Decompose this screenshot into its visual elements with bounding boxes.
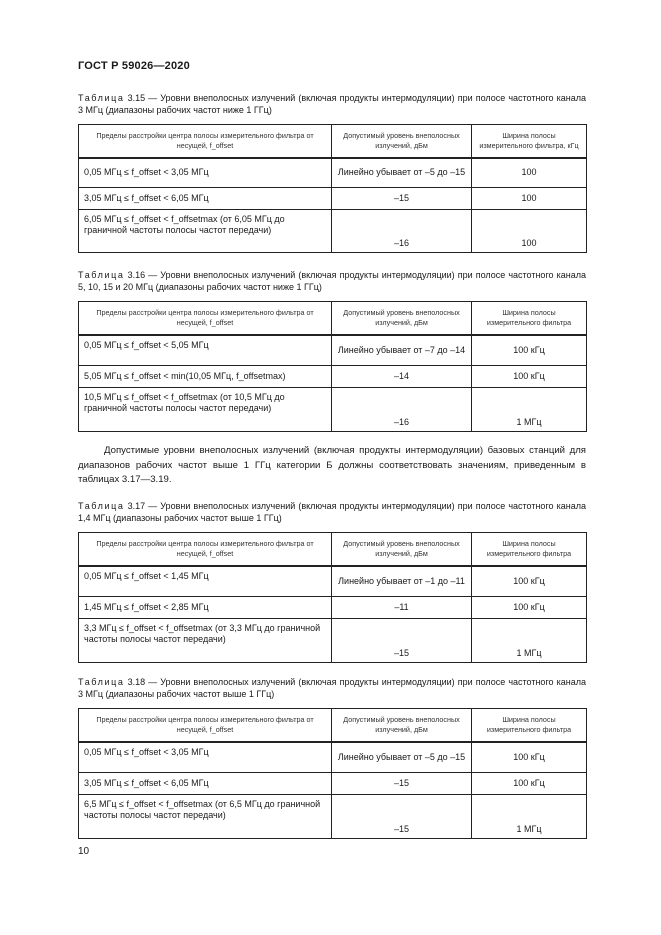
cell-bandwidth: 1 МГц: [472, 388, 587, 432]
cell-offset: 0,05 МГц ≤ f_offset < 3,05 МГц: [79, 158, 332, 188]
cell-level: Линейно убывает от –5 до –15: [332, 742, 472, 773]
cell-level: Линейно убывает от –1 до –11: [332, 566, 472, 597]
cell-offset: 10,5 МГц ≤ f_offset < f_offsetmax (от 10,5 МГц до граничной частоты полосы частот передачи): [79, 388, 332, 432]
table-label: Таблица: [78, 93, 125, 103]
table-header-row: [79, 302, 587, 335]
cell-offset: 6,5 МГц ≤ f_offset < f_offsetmax (от 6,5 МГц до граничной частоты полосы частот передачи): [79, 795, 332, 839]
table-header-row: [79, 533, 587, 566]
table-row: [79, 742, 587, 773]
cell-bandwidth: 100 кГц: [472, 566, 587, 597]
table-row: [79, 773, 587, 795]
table-caption-3-15: [78, 92, 586, 116]
cell-bandwidth: 100 кГц: [472, 742, 587, 773]
cell-bandwidth: 100 кГц: [472, 335, 587, 366]
table-row: [79, 335, 587, 366]
column-header-level: Допустимый уровень внеполосных излучений, дБм: [332, 125, 472, 158]
table-row: [79, 566, 587, 597]
column-header-offset: Пределы расстройки центра полосы измерительного фильтра от несущей, f_offset: [79, 125, 332, 158]
table-label: Таблица: [78, 270, 125, 280]
column-header-offset: Пределы расстройки центра полосы измерительного фильтра от несущей, f_offset: [79, 709, 332, 742]
body-paragraph: [78, 444, 586, 488]
cell-offset: 6,05 МГц ≤ f_offset < f_offsetmax (от 6,05 МГц до граничной частоты полосы частот передачи): [79, 210, 332, 253]
table-3-16: [78, 301, 587, 432]
column-header-level: Допустимый уровень внеполосных излучений, дБм: [332, 709, 472, 742]
table-row: [79, 597, 587, 619]
paragraph-text: Допустимые уровни внеполосных излучений (включая продукты интермодуляции) базовых станций для диапазонов рабочих частот выше 1 ГГц категории Б должны соответствовать значениям, приведенным в таблицах 3.17—3.19.: [78, 445, 586, 485]
cell-bandwidth: 100 кГц: [472, 773, 587, 795]
cell-offset: 0,05 МГц ≤ f_offset < 3,05 МГц: [79, 742, 332, 773]
cell-bandwidth: 100 кГц: [472, 366, 587, 388]
cell-offset: 1,45 МГц ≤ f_offset < 2,85 МГц: [79, 597, 332, 619]
cell-offset: 3,05 МГц ≤ f_offset < 6,05 МГц: [79, 188, 332, 210]
cell-bandwidth: 100: [472, 188, 587, 210]
cell-bandwidth: 100: [472, 210, 587, 253]
cell-bandwidth: 100 кГц: [472, 597, 587, 619]
table-header-row: [79, 709, 587, 742]
cell-level: –14: [332, 366, 472, 388]
table-row: [79, 619, 587, 663]
table-row: [79, 795, 587, 839]
cell-level: –15: [332, 619, 472, 663]
cell-level: Линейно убывает от –5 до –15: [332, 158, 472, 188]
table-row: [79, 366, 587, 388]
table-row: [79, 158, 587, 188]
cell-level: –16: [332, 210, 472, 253]
column-header-bandwidth: Ширина полосы измерительного фильтра: [472, 533, 587, 566]
table-caption-3-18: [78, 676, 586, 700]
cell-bandwidth: 100: [472, 158, 587, 188]
column-header-level: Допустимый уровень внеполосных излучений, дБм: [332, 533, 472, 566]
table-caption-text: 3.15 — Уровни внеполосных излучений (включая продукты интермодуляции) при полосе частотного канала 3 МГц (диапазоны рабочих частот ниже 1 ГГц): [78, 93, 586, 115]
cell-level: –15: [332, 188, 472, 210]
table-row: [79, 388, 587, 432]
column-header-offset: Пределы расстройки центра полосы измерительного фильтра от несущей, f_offset: [79, 533, 332, 566]
table-caption-3-16: [78, 269, 586, 293]
cell-level: –16: [332, 388, 472, 432]
column-header-bandwidth: Ширина полосы измерительного фильтра: [472, 709, 587, 742]
cell-level: –11: [332, 597, 472, 619]
table-caption-3-17: [78, 500, 586, 524]
cell-level: –15: [332, 773, 472, 795]
cell-offset: 3,05 МГц ≤ f_offset < 6,05 МГц: [79, 773, 332, 795]
cell-level: –15: [332, 795, 472, 839]
cell-bandwidth: 1 МГц: [472, 795, 587, 839]
table-label: Таблица: [78, 677, 125, 687]
cell-offset: 3,3 МГц ≤ f_offset < f_offsetmax (от 3,3 МГц до граничной частоты полосы частот передачи): [79, 619, 332, 663]
table-row: [79, 210, 587, 253]
table-header-row: [79, 125, 587, 158]
column-header-level: Допустимый уровень внеполосных излучений, дБм: [332, 302, 472, 335]
document-header: ГОСТ Р 59026—2020: [78, 60, 190, 72]
page-number: 10: [78, 846, 90, 857]
table-3-18: [78, 708, 587, 839]
table-caption-text: 3.18 — Уровни внеполосных излучений (включая продукты интермодуляции) при полосе частотного канала 3 МГц (диапазоны рабочих частот выше 1 ГГц): [78, 677, 586, 699]
table-row: [79, 188, 587, 210]
cell-offset: 5,05 МГц ≤ f_offset < min(10,05 МГц, f_offsetmax): [79, 366, 332, 388]
column-header-bandwidth: Ширина полосы измерительного фильтра: [472, 302, 587, 335]
column-header-offset: Пределы расстройки центра полосы измерительного фильтра от несущей, f_offset: [79, 302, 332, 335]
table-caption-text: 3.17 — Уровни внеполосных излучений (включая продукты интермодуляции) при полосе частотного канала 1,4 МГц (диапазоны рабочих частот выше 1 ГГц): [78, 501, 586, 523]
table-label: Таблица: [78, 501, 125, 511]
cell-offset: 0,05 МГц ≤ f_offset < 1,45 МГц: [79, 566, 332, 597]
table-3-15: [78, 124, 587, 253]
table-caption-text: 3.16 — Уровни внеполосных излучений (включая продукты интермодуляции) при полосе частотного канала 5, 10, 15 и 20 МГц (диапазоны рабочих частот ниже 1 ГГц): [78, 270, 586, 292]
cell-offset: 0,05 МГц ≤ f_offset < 5,05 МГц: [79, 335, 332, 366]
table-3-17: [78, 532, 587, 663]
cell-bandwidth: 1 МГц: [472, 619, 587, 663]
column-header-bandwidth: Ширина полосы измерительного фильтра, кГц: [472, 125, 587, 158]
cell-level: Линейно убывает от –7 до –14: [332, 335, 472, 366]
